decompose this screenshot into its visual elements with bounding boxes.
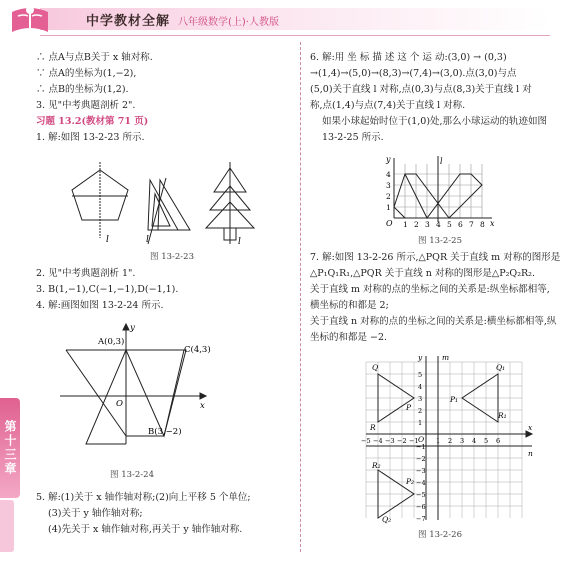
fig25-O-label: O bbox=[386, 219, 393, 228]
axis-l-2: l bbox=[146, 235, 149, 245]
label-R2: R₂ bbox=[372, 461, 381, 470]
x-tick-label: 5 bbox=[484, 437, 489, 445]
figure-13-2-23 bbox=[60, 158, 280, 248]
caption-13-2-26: 图 13-2-26 bbox=[418, 530, 462, 540]
x-tick-label: 2 bbox=[448, 437, 453, 445]
y-tick-label: 3 bbox=[418, 395, 423, 403]
x-tick-label: 6 bbox=[496, 437, 501, 445]
fig25-xtick-5: 5 bbox=[447, 220, 452, 229]
label-Q2: Q₂ bbox=[382, 515, 392, 524]
label-x: x bbox=[528, 423, 533, 432]
y-tick-label: 2 bbox=[418, 407, 423, 415]
header-subtitle: 八年级数学(上)·人教版 bbox=[178, 17, 279, 28]
y-tick-label: −1 bbox=[416, 443, 426, 451]
fig25-xtick-2: 2 bbox=[414, 220, 419, 229]
left-line-3: ∴ 点B的坐标为(1,2). bbox=[36, 84, 129, 95]
fig25-x-label: x bbox=[490, 219, 495, 228]
fig25-ytick-2: 2 bbox=[386, 192, 391, 201]
caption-13-2-23: 图 13-2-23 bbox=[150, 252, 194, 262]
label-B: B(3,−2) bbox=[148, 427, 182, 437]
label-P2: P₂ bbox=[406, 477, 415, 486]
y-tick-label: 1 bbox=[418, 419, 423, 427]
figure-13-2-24 bbox=[56, 318, 216, 448]
left-column-top bbox=[36, 50, 153, 146]
answer-6-line-5: 如果小球起始时位于(1,0)处,那么小球运动的轨迹如图 bbox=[322, 116, 548, 127]
fig25-ytick-4: 4 bbox=[386, 170, 391, 179]
label-R: R bbox=[370, 423, 376, 432]
header-rule bbox=[40, 35, 550, 36]
fig25-xtick-6: 6 bbox=[458, 220, 463, 229]
answers-2-4 bbox=[36, 266, 178, 314]
column-divider bbox=[300, 42, 301, 552]
answer-5-line-2: (3)关于 y 轴作轴对称; bbox=[48, 508, 143, 519]
answer-5-line-1: 5. 解:(1)关于 x 轴作轴对称;(2)向上平移 5 个单位; bbox=[36, 492, 251, 503]
x-tick-label: 3 bbox=[460, 437, 465, 445]
x-tick-label: −5 bbox=[361, 437, 371, 445]
figure-13-2-26 bbox=[360, 352, 540, 524]
fig25-xtick-3: 3 bbox=[425, 220, 430, 229]
label-C: C(4,3) bbox=[184, 345, 211, 355]
y-tick-label: 4 bbox=[418, 383, 423, 391]
fig25-l-label: l bbox=[440, 157, 443, 166]
answer-3: 3. B(1,−1),C(−1,−1),D(−1,1). bbox=[36, 284, 179, 295]
chapter-tab[interactable]: 第十三章 bbox=[0, 398, 20, 498]
answer-5-line-3: (4)先关于 x 轴作轴对称,再关于 y 轴作轴对称. bbox=[48, 524, 243, 535]
fig25-xtick-4: 4 bbox=[436, 220, 441, 229]
x-tick-label: −1 bbox=[409, 437, 419, 445]
x-tick-label: −2 bbox=[397, 437, 407, 445]
label-Q: Q bbox=[372, 363, 379, 372]
page-header bbox=[0, 0, 587, 52]
chapter-tab-decoration bbox=[0, 500, 14, 552]
y-tick-label: −3 bbox=[416, 467, 426, 475]
figure-13-2-25 bbox=[378, 152, 508, 234]
book-logo-icon bbox=[6, 2, 54, 38]
y-tick-label: −6 bbox=[416, 503, 426, 511]
answer-6-line-3: (5,0)关于直线 l 对称,点(0,3)与点(8,3)关于直线 l 对 bbox=[310, 84, 532, 95]
answer-7-line-6: 坐标的和都是 −2. bbox=[310, 332, 388, 343]
answer-6-line-6: 13-2-25 所示. bbox=[322, 132, 384, 143]
answer-7-line-2: △P₁Q₁R₁,△PQR 关于直线 n 对称的图形是△P₂Q₂R₂. bbox=[310, 268, 535, 279]
label-P1: P₁ bbox=[450, 395, 459, 404]
section-heading: 习题 13.2(教材第 71 页) bbox=[36, 116, 149, 127]
answer-7-line-3: 关于直线 m 对称的点的坐标之间的关系是:纵坐标都相等, bbox=[310, 284, 550, 295]
answer-6-block bbox=[310, 50, 547, 146]
label-P: P bbox=[406, 403, 412, 412]
label-O: O bbox=[418, 435, 425, 444]
axis-l-1: l bbox=[106, 235, 109, 245]
answer-2: 2. 见"中考典题剖析 1". bbox=[36, 268, 136, 279]
fig25-ytick-3: 3 bbox=[386, 181, 391, 190]
header-title: 中学教材全解 bbox=[86, 14, 171, 29]
y-tick-label: −4 bbox=[416, 479, 426, 487]
answer-5-block bbox=[36, 490, 251, 538]
answer-7-line-4: 横坐标的和都是 2; bbox=[310, 300, 389, 311]
answer-6-line-1: 6. 解:用 坐 标 描 述 这 个 运 动:(3,0) → (0,3) bbox=[310, 52, 507, 63]
answer-7-line-5: 关于直线 n 对称的点的坐标之间的关系是:横坐标都相等,纵 bbox=[310, 316, 557, 327]
caption-13-2-24: 图 13-2-24 bbox=[110, 470, 154, 480]
label-O: O bbox=[116, 399, 123, 409]
x-tick-label: 1 bbox=[436, 437, 441, 445]
fig25-xtick-7: 7 bbox=[469, 220, 474, 229]
left-line-4: 3. 见"中考典题剖析 2". bbox=[36, 100, 136, 111]
x-tick-label: −4 bbox=[373, 437, 383, 445]
answer-6-line-2: →(1,4)→(5,0)→(8,3)→(7,4)→(3,0).点(3,0)与点 bbox=[310, 68, 517, 79]
label-R1: R₁ bbox=[498, 411, 507, 420]
label-x: x bbox=[200, 401, 205, 411]
left-line-1: ∴ 点A与点B关于 x 轴对称. bbox=[36, 52, 153, 63]
answer-4: 4. 解:画图如图 13-2-24 所示. bbox=[36, 300, 164, 311]
y-tick-label: 5 bbox=[418, 371, 423, 379]
answer-1: 1. 解:如图 13-2-23 所示. bbox=[36, 132, 145, 143]
label-y: y bbox=[130, 323, 135, 333]
label-Q1: Q₁ bbox=[496, 363, 506, 372]
answer-7-block bbox=[310, 250, 560, 346]
label-A: A(0,3) bbox=[98, 337, 125, 347]
answer-7-line-1: 7. 解:如图 13-2-26 所示,△PQR 关于直线 m 对称的图形是 bbox=[310, 252, 561, 263]
fig25-xtick-8: 8 bbox=[480, 220, 485, 229]
y-tick-label: −2 bbox=[416, 455, 426, 463]
label-y: y bbox=[418, 353, 423, 362]
x-tick-label: −3 bbox=[385, 437, 395, 445]
fig25-xtick-1: 1 bbox=[403, 220, 408, 229]
label-m: m bbox=[442, 353, 450, 362]
y-tick-label: −7 bbox=[416, 515, 426, 523]
axis-l-3: l bbox=[238, 237, 241, 247]
x-tick-label: 4 bbox=[472, 437, 477, 445]
caption-13-2-25: 图 13-2-25 bbox=[418, 236, 462, 246]
fig25-ytick-1: 1 bbox=[386, 203, 391, 212]
y-tick-label: −5 bbox=[416, 491, 426, 499]
fig25-y-label: y bbox=[386, 155, 391, 164]
label-n: n bbox=[528, 449, 533, 458]
answer-6-line-4: 称,点(1,4)与点(7,4)关于直线 l 对称. bbox=[310, 100, 466, 111]
left-line-2: ∵ 点A的坐标为(1,−2), bbox=[36, 68, 137, 79]
